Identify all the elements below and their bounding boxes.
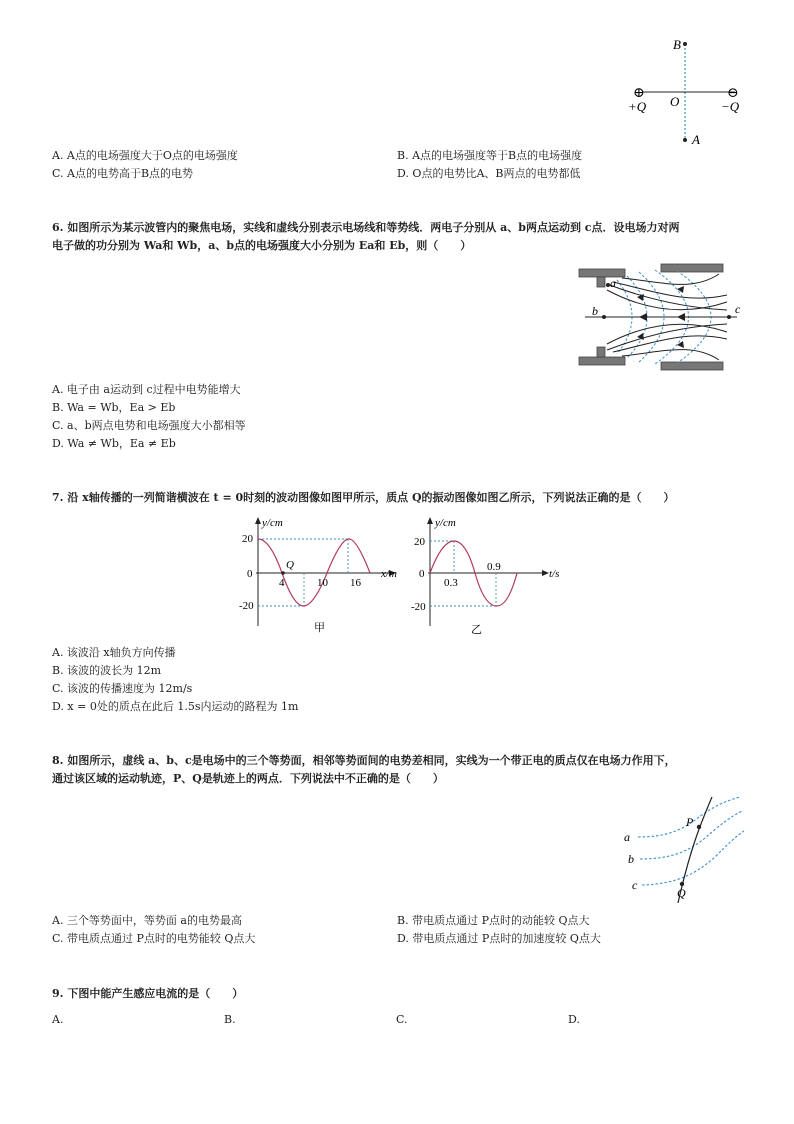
q8-option-b[interactable]: B. 带电质点通过 P点时的动能较 Q点大 [397, 914, 590, 927]
q6-option-c[interactable]: C. a、b两点电势和电场强度大小都相等 [52, 419, 246, 432]
q7-yi-y-top: 20 [414, 536, 425, 548]
q7-jia-tick-4: 4 [279, 577, 285, 589]
q5-point-b [683, 42, 687, 46]
q5-minus-charge-symbol: ⊖ [727, 86, 739, 101]
q7-jia-tick-16: 16 [350, 577, 361, 589]
q8-point-p [697, 825, 701, 829]
q9-option-d[interactable]: D. [568, 1013, 580, 1026]
q7-yi-y-zero: 0 [419, 568, 425, 580]
q5-point-a [683, 138, 687, 142]
q7-jia-tick-10: 10 [317, 577, 328, 589]
q7-yi-tick-t1: 0.3 [444, 577, 458, 589]
q7-jia-y-zero: 0 [247, 568, 253, 580]
q6-point-b [602, 315, 606, 319]
q8-label-c: c [632, 878, 638, 892]
q7-jia-y-top: 20 [242, 533, 253, 545]
q5-option-c[interactable]: C. A点的电势高于B点的电势 [52, 167, 194, 180]
q8-label-q: Q [677, 886, 686, 900]
q7-jia-y-bottom: -20 [239, 600, 254, 612]
q6-point-c [727, 315, 731, 319]
q8-option-d[interactable]: D. 带电质点通过 P点时的加速度较 Q点大 [397, 932, 601, 945]
q8-stem-line2: 通过该区域的运动轨迹，P、Q是轨迹上的两点．下列说法中不正确的是（ ） [52, 772, 444, 785]
q8-equipotential-c [642, 831, 744, 885]
q6-option-a[interactable]: A. 电子由 a运动到 c过程中电势能增大 [52, 383, 241, 396]
q6-label-c: c [735, 302, 741, 316]
q8-stem-line1: 8. 如图所示，虚线 a、b、c是电场中的三个等势面，相邻等势面间的电势差相同，实线为一个带正电的质点仅在电场力作用下， [52, 754, 676, 767]
q5-label-a: A [692, 132, 700, 147]
q7-jia-ylabel: y/cm [262, 517, 283, 529]
q7-yi-ylabel: y/cm [435, 517, 456, 529]
q8-label-p: P [686, 815, 694, 829]
q5-label-minus-q: −Q [721, 99, 740, 114]
q7-option-c[interactable]: C. 该波的传播速度为 12m/s [52, 682, 193, 695]
q7-option-a[interactable]: A. 该波沿 x轴负方向传播 [52, 646, 176, 659]
q9-option-c[interactable]: C. [396, 1013, 408, 1026]
q6-focusing-field-figure [577, 262, 747, 374]
q5-label-plus-q: +Q [628, 99, 647, 114]
q7-yi-tick-t2: 0.9 [487, 561, 501, 573]
q6-option-b[interactable]: B. Wa = Wb，Ea > Eb [52, 401, 176, 414]
q5-label-b: B [673, 37, 681, 52]
q7-point-q [281, 571, 285, 575]
q7-jia-wave-curve [258, 539, 370, 606]
q5-label-o: O [670, 94, 680, 109]
q7-yi-caption: 乙 [471, 624, 482, 636]
q8-option-c[interactable]: C. 带电质点通过 P点时的电势能较 Q点大 [52, 932, 256, 945]
q9-option-b[interactable]: B. [224, 1013, 236, 1026]
q6-label-b: b [592, 304, 598, 318]
q8-equipotential-figure [620, 795, 750, 907]
q7-yi-y-bottom: -20 [411, 601, 426, 613]
q8-label-b: b [628, 852, 634, 866]
q9-stem: 9. 下图中能产生感应电流的是（ ） [52, 987, 244, 1000]
q6-stem-line2: 电子做的功分别为 Wa和 Wb，a、b点的电场强度大小分别为 Ea和 Eb，则（ ） [52, 239, 472, 252]
q7-stem: 7. 沿 x轴传播的一列简谐横波在 t = 0时刻的波动图像如图甲所示，质点 Q的振动图像如图乙所示，下列说法正确的是（ ） [52, 491, 675, 504]
q7-option-d[interactable]: D. x = 0处的质点在此后 1.5s内运动的路程为 1m [52, 700, 299, 713]
q6-stem-line1: 6. 如图所示为某示波管内的聚焦电场，实线和虚线分别表示电场线和等势线．两电子分别从 a、b两点运动到 c点．设电场力对两 [52, 221, 680, 234]
q6-label-a: a [610, 276, 616, 290]
q7-yi-vibration-curve [430, 541, 517, 606]
q5-plus-charge-symbol: ⊕ [633, 86, 645, 101]
q7-wave-graph-jia [238, 514, 408, 636]
q7-option-b[interactable]: B. 该波的波长为 12m [52, 664, 162, 677]
q6-option-d[interactable]: D. Wa ≠ Wb，Ea ≠ Eb [52, 437, 176, 450]
q7-vibration-graph-yi [408, 514, 568, 636]
q8-label-a: a [624, 830, 630, 844]
q7-jia-point-label: Q [286, 559, 294, 571]
q8-option-a[interactable]: A. 三个等势面中，等势面 a的电势最高 [52, 914, 242, 927]
q5-option-a[interactable]: A. A点的电场强度大于O点的电场强度 [52, 149, 238, 162]
q5-option-d[interactable]: D. O点的电势比A、B两点的电势都低 [397, 167, 581, 180]
q9-option-a[interactable]: A. [52, 1013, 64, 1026]
q7-jia-caption: 甲 [314, 622, 325, 634]
q7-yi-xlabel: t/s [549, 568, 560, 580]
q5-option-b[interactable]: B. A点的电场强度等于B点的电场强度 [397, 149, 583, 162]
q5-figure [620, 34, 750, 152]
q7-jia-xlabel: x/m [381, 568, 397, 580]
